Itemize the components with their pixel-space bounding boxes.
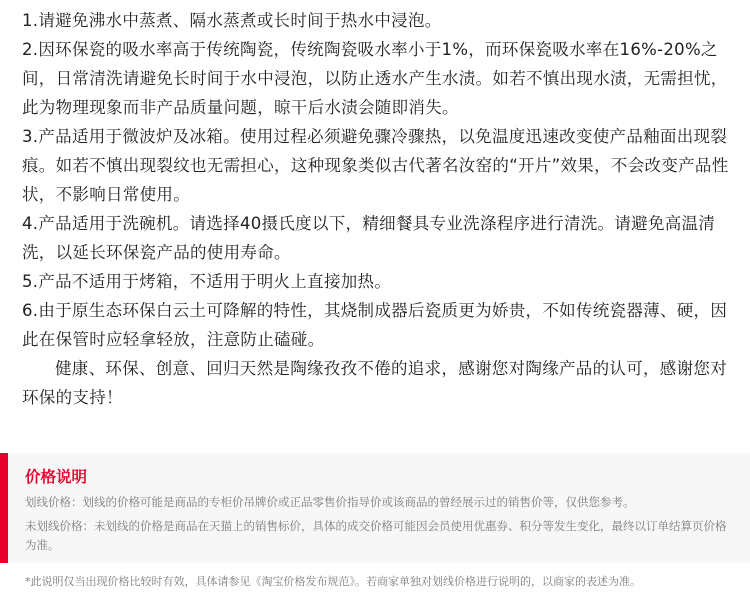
accent-bar xyxy=(0,453,8,563)
note-item: 5.产品不适用于烤箱，不适用于明火上直接加热。 xyxy=(22,272,392,291)
note-item: 1.请避免沸水中蒸煮、隔水蒸煮或长时间于热水中浸泡。 xyxy=(22,11,442,30)
note-item: 2.因环保瓷的吸水率高于传统陶瓷，传统陶瓷吸水率小于1%，而环保瓷吸水率在16%-20%之间，日常清洗请避免长时间于水中浸泡，以防止透水产生水渍。如若不慎出现水渍，无需担忧，此为物理现象而非产品质量问题，晾干后水渍会随即消失。 xyxy=(22,40,728,117)
note-item: 6.由于原生态环保白云土可降解的特性，其烧制成器后瓷质更为娇贵，不如传统瓷器薄、硬，因此在保管时应轻拿轻放，注意防止磕碰。 xyxy=(22,301,728,349)
non-strikethrough-price-note: 未划线价格：未划线的价格是商品在天猫上的销售标价，具体的成交价格可能因会员使用优惠券、积分等发生变化，最终以订单结算页价格为准。 xyxy=(25,519,727,552)
price-footnote: *此说明仅当出现价格比较时有效，具体请参见《淘宝价格发布规范》。若商家单独对划线价格进行说明的，以商家的表述为准。 xyxy=(25,575,641,588)
note-item: 4.产品适用于洗碗机。请选择40摄氏度以下，精细餐具专业洗涤程序进行清洗。请避免高温清洗，以延长环保瓷产品的使用寿命。 xyxy=(22,214,716,262)
price-notice-panel xyxy=(0,453,750,563)
price-notice-title: 价格说明 xyxy=(25,468,88,486)
care-instructions xyxy=(22,6,734,412)
closing-statement: 健康、环保、创意、回归天然是陶缘孜孜不倦的追求，感谢您对陶缘产品的认可，感谢您对环保的支持！ xyxy=(22,359,727,407)
strikethrough-price-note: 划线价格：划线的价格可能是商品的专柜价吊牌价或正品零售价指导价或该商品的曾经展示过的销售价等，仅供您参考。 xyxy=(25,495,635,509)
note-item: 3.产品适用于微波炉及冰箱。使用过程必须避免骤冷骤热，以免温度迅速改变使产品釉面出现裂痕。如若不慎出现裂纹也无需担心，这种现象类似古代著名汝窑的“开片”效果，不会改变产品性状，不影响日常使用。 xyxy=(22,127,729,204)
